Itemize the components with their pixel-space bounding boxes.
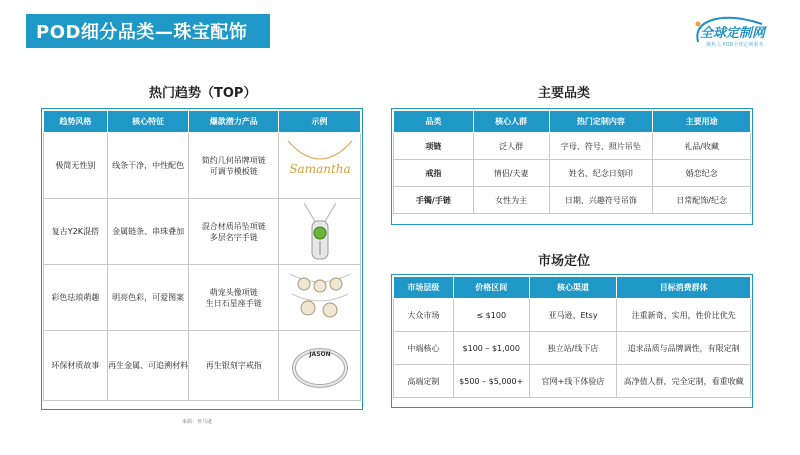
- table-row: [394, 365, 751, 398]
- table-header: 趋势风格: [44, 111, 108, 133]
- trend-product: [189, 331, 279, 401]
- table-header: 核心特征: [107, 111, 189, 133]
- logo-tagline: 聚焦人·POD全球定制服务: [706, 42, 764, 48]
- table-header: 价格区间: [453, 277, 529, 299]
- market-cell: 大众市场: [394, 299, 454, 332]
- engraved-ring-image: [279, 331, 361, 401]
- table-row: [44, 265, 361, 331]
- pendant-necklace-image: [279, 199, 361, 265]
- market-table: [393, 276, 751, 398]
- market-cell: $100 – $1,000: [453, 332, 529, 365]
- table-header: 主要用途: [653, 111, 751, 133]
- trend-style: 极简无性别: [44, 133, 108, 199]
- trend-product: [189, 199, 279, 265]
- table-row: [394, 133, 751, 160]
- table-header: 爆款潜力产品: [189, 111, 279, 133]
- brand-logo: [692, 12, 776, 56]
- trend-product-line: 可调节模板链: [209, 166, 258, 176]
- table-header: 品类: [394, 111, 474, 133]
- source-note: 来源：亚马逊: [182, 419, 213, 425]
- trend-product: [189, 265, 279, 331]
- table-row: [394, 299, 751, 332]
- trend-feature: 线条干净，中性配色: [107, 133, 189, 199]
- trend-product: [189, 133, 279, 199]
- category-cell: 项链: [394, 133, 474, 160]
- trend-product-line: 混合材质吊坠项链: [201, 221, 266, 231]
- category-cell: 日常配饰/纪念: [653, 187, 751, 214]
- market-cell: 独立站/线下店: [529, 332, 617, 365]
- trend-product-line: 再生银刻字戒指: [205, 361, 262, 370]
- category-cell: 字母、符号、照片吊坠: [549, 133, 653, 160]
- market-cell: 追求品质与品牌调性，有限定制: [617, 332, 751, 365]
- trend-style: 环保材质故事: [44, 331, 108, 401]
- category-section-title: 主要品类: [538, 86, 591, 101]
- trend-feature: 明亮色彩，可爱图案: [107, 265, 189, 331]
- page-title: POD细分品类—珠宝配饰: [26, 14, 270, 48]
- market-section-title: 市场定位: [538, 254, 591, 269]
- trend-product-line: 萌宠头像项链: [209, 287, 258, 297]
- trend-style: 彩色珐琅萌趣: [44, 265, 108, 331]
- trend-table: [43, 110, 361, 401]
- market-cell: 高净值人群，完全定制，看重收藏: [617, 365, 751, 398]
- category-cell: 手镯/手链: [394, 187, 474, 214]
- trend-product-line: 多层名字手链: [209, 232, 258, 242]
- table-header: 示例: [279, 111, 361, 133]
- category-cell: 礼品/收藏: [653, 133, 751, 160]
- category-cell: 姓名、纪念日刻印: [549, 160, 653, 187]
- table-row: [44, 199, 361, 265]
- table-row: [44, 331, 361, 401]
- category-cell: 日期、兴趣符号吊饰: [549, 187, 653, 214]
- table-row: [394, 160, 751, 187]
- category-cell: 情侣/夫妻: [473, 160, 549, 187]
- trend-product-line: 生日石星座手链: [205, 298, 262, 308]
- category-cell: 戒指: [394, 160, 474, 187]
- trend-product-line: 简约几何吊牌项链: [201, 155, 266, 165]
- market-cell: 官网+线下体验店: [529, 365, 617, 398]
- market-cell: 中端核心: [394, 332, 454, 365]
- table-row: [394, 332, 751, 365]
- category-table: [393, 110, 751, 214]
- category-cell: 婚恋纪念: [653, 160, 751, 187]
- market-cell: $500 – $5,000+: [453, 365, 529, 398]
- market-cell: 亚马逊、Etsy: [529, 299, 617, 332]
- market-cell: 注重新奇、实用，性价比优先: [617, 299, 751, 332]
- table-row: [394, 187, 751, 214]
- table-header: 热门定制内容: [549, 111, 653, 133]
- trend-feature: 再生金属、可追溯材料: [107, 331, 189, 401]
- table-header: 市场层级: [394, 277, 454, 299]
- market-cell: ≤ $100: [453, 299, 529, 332]
- necklace-name-text: Samantha: [288, 161, 351, 176]
- trend-section-title: 热门趋势（TOP）: [149, 86, 257, 101]
- trend-style: 复古Y2K混搭: [44, 199, 108, 265]
- trend-feature: 金属链条、串珠叠加: [107, 199, 189, 265]
- category-cell: 女性为主: [473, 187, 549, 214]
- ring-engraving-text: JASON: [308, 350, 331, 358]
- table-row: [44, 133, 361, 199]
- logo-name: 全球定制网: [700, 26, 766, 41]
- table-header: 目标消费群体: [617, 277, 751, 299]
- name-necklace-image: [279, 133, 361, 199]
- pet-charm-image: [279, 265, 361, 331]
- category-cell: 泛人群: [473, 133, 549, 160]
- table-header: 核心渠道: [529, 277, 617, 299]
- table-header: 核心人群: [473, 111, 549, 133]
- market-cell: 高端定制: [394, 365, 454, 398]
